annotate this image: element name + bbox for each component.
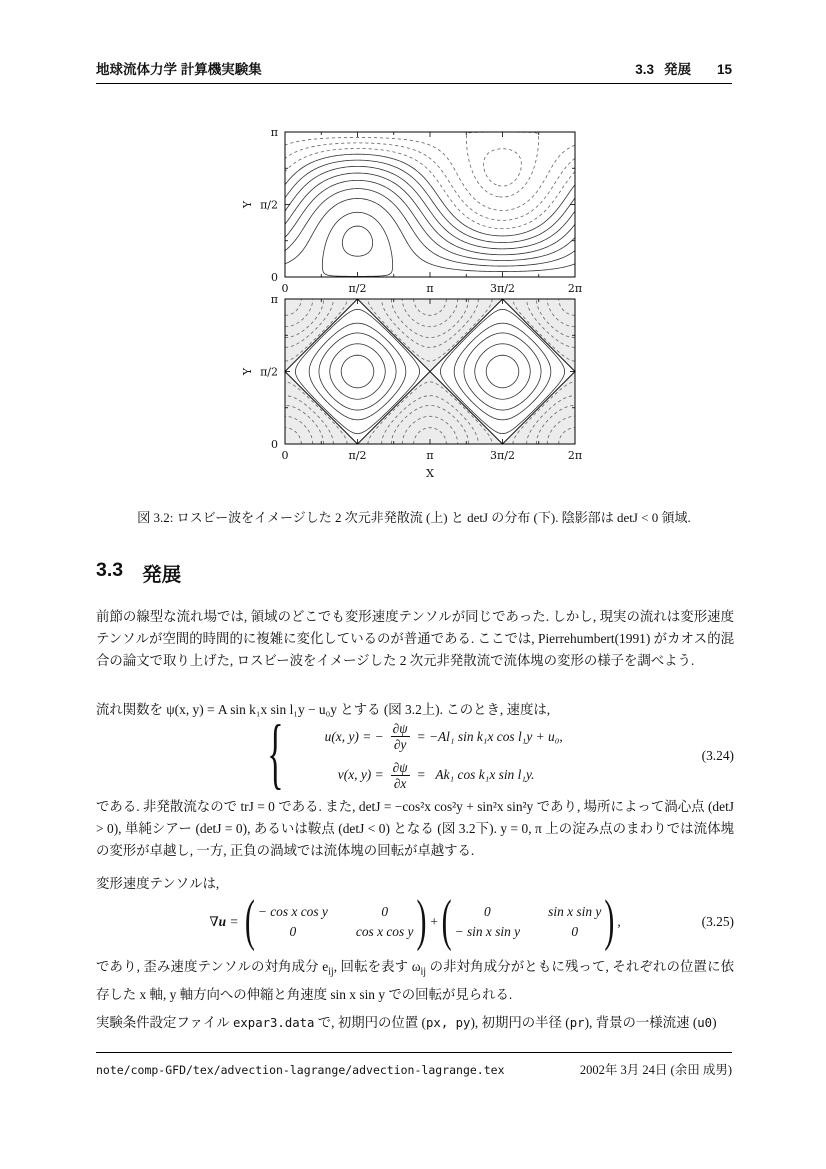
equation-3-25 (96, 889, 734, 955)
param-px-py: px, py (426, 1016, 471, 1030)
svg-text:π/2: π/2 (348, 282, 367, 295)
close-paren-1: ) (416, 889, 427, 953)
equals-sign: = (226, 914, 242, 929)
running-title: 地球流体力学 計算機実験集 (96, 62, 262, 77)
svg-text:2π: 2π (567, 449, 583, 462)
svg-text:π: π (270, 293, 278, 306)
svg-text:Y: Y (241, 200, 254, 209)
svg-text:Y: Y (241, 367, 254, 376)
svg-text:3π/2: 3π/2 (490, 282, 515, 295)
equation-3-25-body (209, 889, 621, 953)
nabla-symbol: ∇ (209, 914, 219, 929)
strain-matrix: − cos x cos y 0 0 cos x cos y (257, 904, 414, 939)
header-section-number: 3.3 (635, 62, 654, 77)
cases-block (296, 721, 563, 792)
source-file-path: note/comp-GFD/tex/advection-lagrange/advection-lagrange.tex (96, 1063, 505, 1077)
page-number: 15 (716, 62, 732, 77)
v-lhs: v(x, y) = (337, 767, 384, 783)
config-filename: expar3.data (233, 1016, 315, 1030)
svg-text:π: π (426, 449, 434, 462)
paragraph-experiment-settings: 実験条件設定ファイル expar3.data で, 初期円の位置 (px, py), 初期円の半径 (pr), 背景の一様流速 (u0) (96, 1015, 717, 1030)
subscript-ij-1: ij (328, 966, 334, 978)
velocity-vector-u: u (218, 914, 227, 929)
equation-number-325: (3.25) (701, 914, 734, 929)
u-lhs: u(x, y) = − (324, 728, 384, 744)
paragraph-components: であり, 歪み速度テンソルの対角成分 $e_{ij}$, 回転を表す $\omega_{ij}$ の非対角成分がともに残って, それぞれの位置に依存した x 軸, y 軸方向への伸縮と角速度 sin x sin y での回転が見られる. (96, 959, 734, 1002)
svg-text:0: 0 (281, 449, 289, 462)
equation-row-u (296, 721, 563, 753)
svg-text:π/2: π/2 (348, 449, 367, 462)
partial-psi-partial-x: $\frac{\partial\psi}{\partial x}$ (392, 759, 408, 791)
svg-text:π/2: π/2 (260, 365, 278, 379)
svg-text:3π/2: 3π/2 (490, 449, 515, 462)
left-brace: { (267, 711, 284, 799)
page-footer (96, 1052, 732, 1078)
streamfunction-contour-plot (239, 124, 589, 303)
svg-text:π/2: π/2 (260, 198, 278, 212)
page-header (96, 58, 732, 84)
rotation-matrix: 0 sin x sin y − sin x sin y 0 (454, 904, 602, 939)
plus-sign: + (429, 914, 439, 929)
header-section-title: 発展 (663, 62, 691, 77)
param-u0: u0 (697, 1016, 713, 1030)
svg-text:0: 0 (271, 438, 278, 451)
section-heading (96, 559, 181, 587)
svg-text:2π: 2π (567, 282, 583, 295)
param-pr: pr (569, 1016, 585, 1030)
subscript-ij-2: ij (420, 966, 427, 978)
partial-psi-partial-y: $\frac{\partial\psi}{\partial y}$ (392, 720, 408, 753)
equation-3-24-body (267, 711, 563, 799)
paragraph-detj: である. 非発散流なので trJ = 0 である. また, detJ = −cos²x cos²y + sin²x sin²y であり, 場所によって渦心点 (detJ > 0), 単純シアー (detJ = 0), あるいは鞍点 (detJ < 0) となる (図 3.2下). y = 0, π 上の淀み点のまわりでは流体塊の変形が卓越し, 一方, 正負の渦域では流体塊の回転が卓越する. (96, 799, 734, 858)
date-author: 2002年 3月 24日 (余田 成男) (579, 1063, 732, 1077)
close-paren-2: ) (604, 889, 615, 953)
paragraph-tensor-lead: 変形速度テンソルは, (96, 876, 220, 891)
open-paren-2: ( (441, 889, 452, 953)
svg-text:0: 0 (281, 282, 289, 295)
open-paren-1: ( (244, 889, 255, 953)
svg-text:X: X (426, 467, 434, 480)
trailing-comma: , (617, 914, 621, 929)
u-rhs: = −Al₁ sin k₁x cos l₁y + u₀, (416, 728, 563, 744)
equation-number-324: (3.24) (701, 748, 734, 763)
section-reference (635, 58, 732, 78)
figure-caption: 図 3.2: ロスビー波をイメージした 2 次元非発散流 (上) と detJ の分布 (下). 陰影部は detJ < 0 領域. (137, 510, 691, 525)
svg-text:π: π (270, 126, 278, 139)
section-number: 3.3 (96, 559, 124, 582)
detj-contour-plot (239, 291, 589, 484)
v-rhs: = Ak₁ cos k₁x sin l₁y. (416, 767, 535, 783)
svg-text:0: 0 (271, 271, 278, 284)
equation-row-v (296, 760, 563, 792)
paragraph-intro: 前節の線型な流れ場では, 領域のどこでも変形速度テンソルが同じであった. しかし, 現実の流れは変形速度テンソルが空間的時間的に複雑に変化しているのが普通である. ここでは, Pierrehumbert(1991) がカオス的混合の論文で取り上げた, ロスビー波をイメージした 2 次元非発散流で流体塊の変形の様子を調べよう. (96, 609, 734, 668)
paragraph-streamfunction: 流れ関数を ψ(x, y) = A sin k₁x sin l₁y − u₀y とする (図 3.2上). このとき, 速度は, (96, 702, 551, 717)
equation-3-24 (96, 711, 734, 799)
svg-text:π: π (426, 282, 434, 295)
section-title: 発展 (142, 564, 182, 587)
